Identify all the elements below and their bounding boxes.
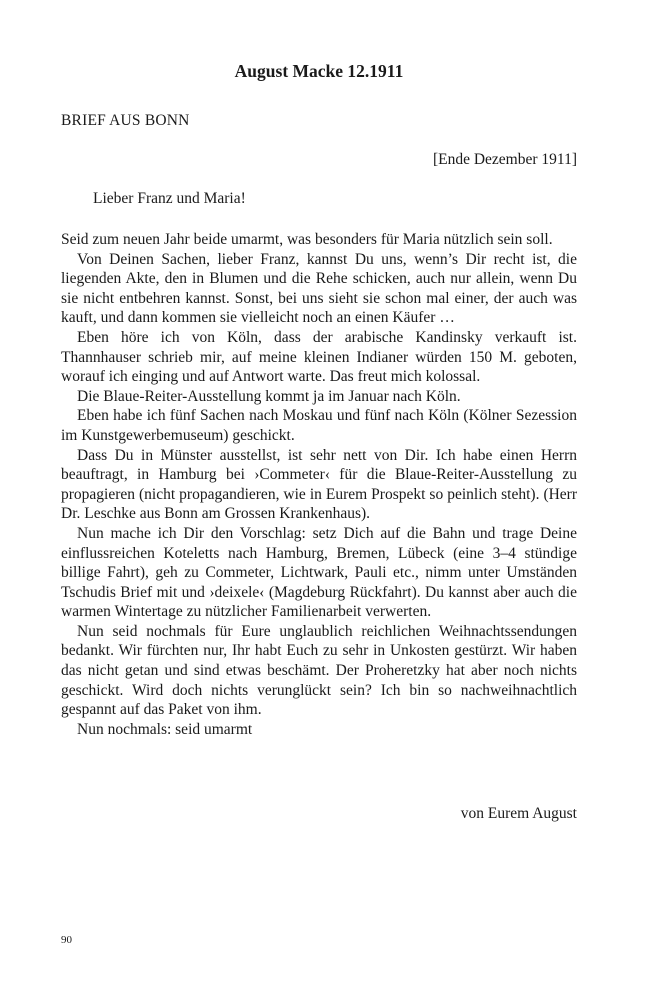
- letter-paragraph: Die Blaue-Reiter-Ausstellung kommt ja im Januar nach Köln.: [77, 387, 461, 405]
- letter-signature: von Eurem August: [460, 805, 577, 822]
- page-title: August Macke 12.1911: [234, 61, 404, 81]
- page-number: 90: [61, 934, 72, 946]
- section-heading: BRIEF AUS BONN: [61, 112, 190, 129]
- letter-paragraph: Nun mache ich Dir den Vorschlag: setz Dich auf die Bahn und trage Deine einflussreichen Koteletts nach Hamburg, Bremen, Lübeck (eine 3–4 stündige billige Fahrt), geh zu Commeter, Lichtwark, Pauli etc., nimm unter Umständen Tschudis Brief mit und ›deixele‹ (Magdeburg Rückfahrt). Du kannst aber auch die warmen Wintertage zu nützlicher Familienarbeit verwerten.: [61, 524, 577, 621]
- letter-paragraph: Nun seid nochmals für Eure unglaublich reichlichen Weihnachtssendungen bedankt. Wir fürchten nur, Ihr habt Euch zu sehr in Unkosten gestürzt. Wir haben das nicht getan und sind etwas beschämt. Der Proheretzky hat aber noch nichts geschickt. Wird doch nichts verunglückt sein? Ich bin so nachweihnachtlich gespannt auf das Paket von ihm.: [61, 622, 577, 719]
- book-page: [61, 0, 577, 990]
- letter-paragraph: Nun nochmals: seid umarmt: [77, 720, 253, 738]
- letter-paragraph: Seid zum neuen Jahr beide umarmt, was besonders für Maria nützlich sein soll.: [61, 231, 553, 248]
- letter-paragraph: Eben höre ich von Köln, dass der arabische Kandinsky verkauft ist. Thannhauser schrieb mir, auf meine kleinen Indianer würden 150 M. geboten, worauf ich einging und auf Antwort warte. Das freut mich kolossal.: [61, 328, 577, 386]
- letter-dateline: [Ende Dezember 1911]: [432, 151, 577, 168]
- letter-paragraph: Dass Du in Münster ausstellst, ist sehr nett von Dir. Ich habe einen Herrn beauftragt, in Hamburg bei ›Commeter‹ für die Blaue-Reiter-Ausstellung zu propagieren (nicht propagandieren, wie in Eurem Prospekt so peinlich steht). (Herr Dr. Leschke aus Bonn am Grossen Krankenhaus).: [61, 446, 577, 523]
- letter-body: [61, 230, 577, 739]
- letter-salutation: Lieber Franz und Maria!: [93, 190, 246, 207]
- letter-paragraph: Von Deinen Sachen, lieber Franz, kannst Du uns, wenn’s Dir recht ist, die liegenden Akte, den in Blumen und die Rehe schicken, auch nur allein, wenn Du sie nicht entbehren kannst. Sonst, bei uns sieht sie schon mal einer, der auch was kauft, und dann kommen sie vielleicht noch an einen Käufer …: [61, 250, 577, 327]
- letter-paragraph: Eben habe ich fünf Sachen nach Moskau und fünf nach Köln (Kölner Sezession im Kunstgewerbemuseum) geschickt.: [61, 407, 577, 444]
